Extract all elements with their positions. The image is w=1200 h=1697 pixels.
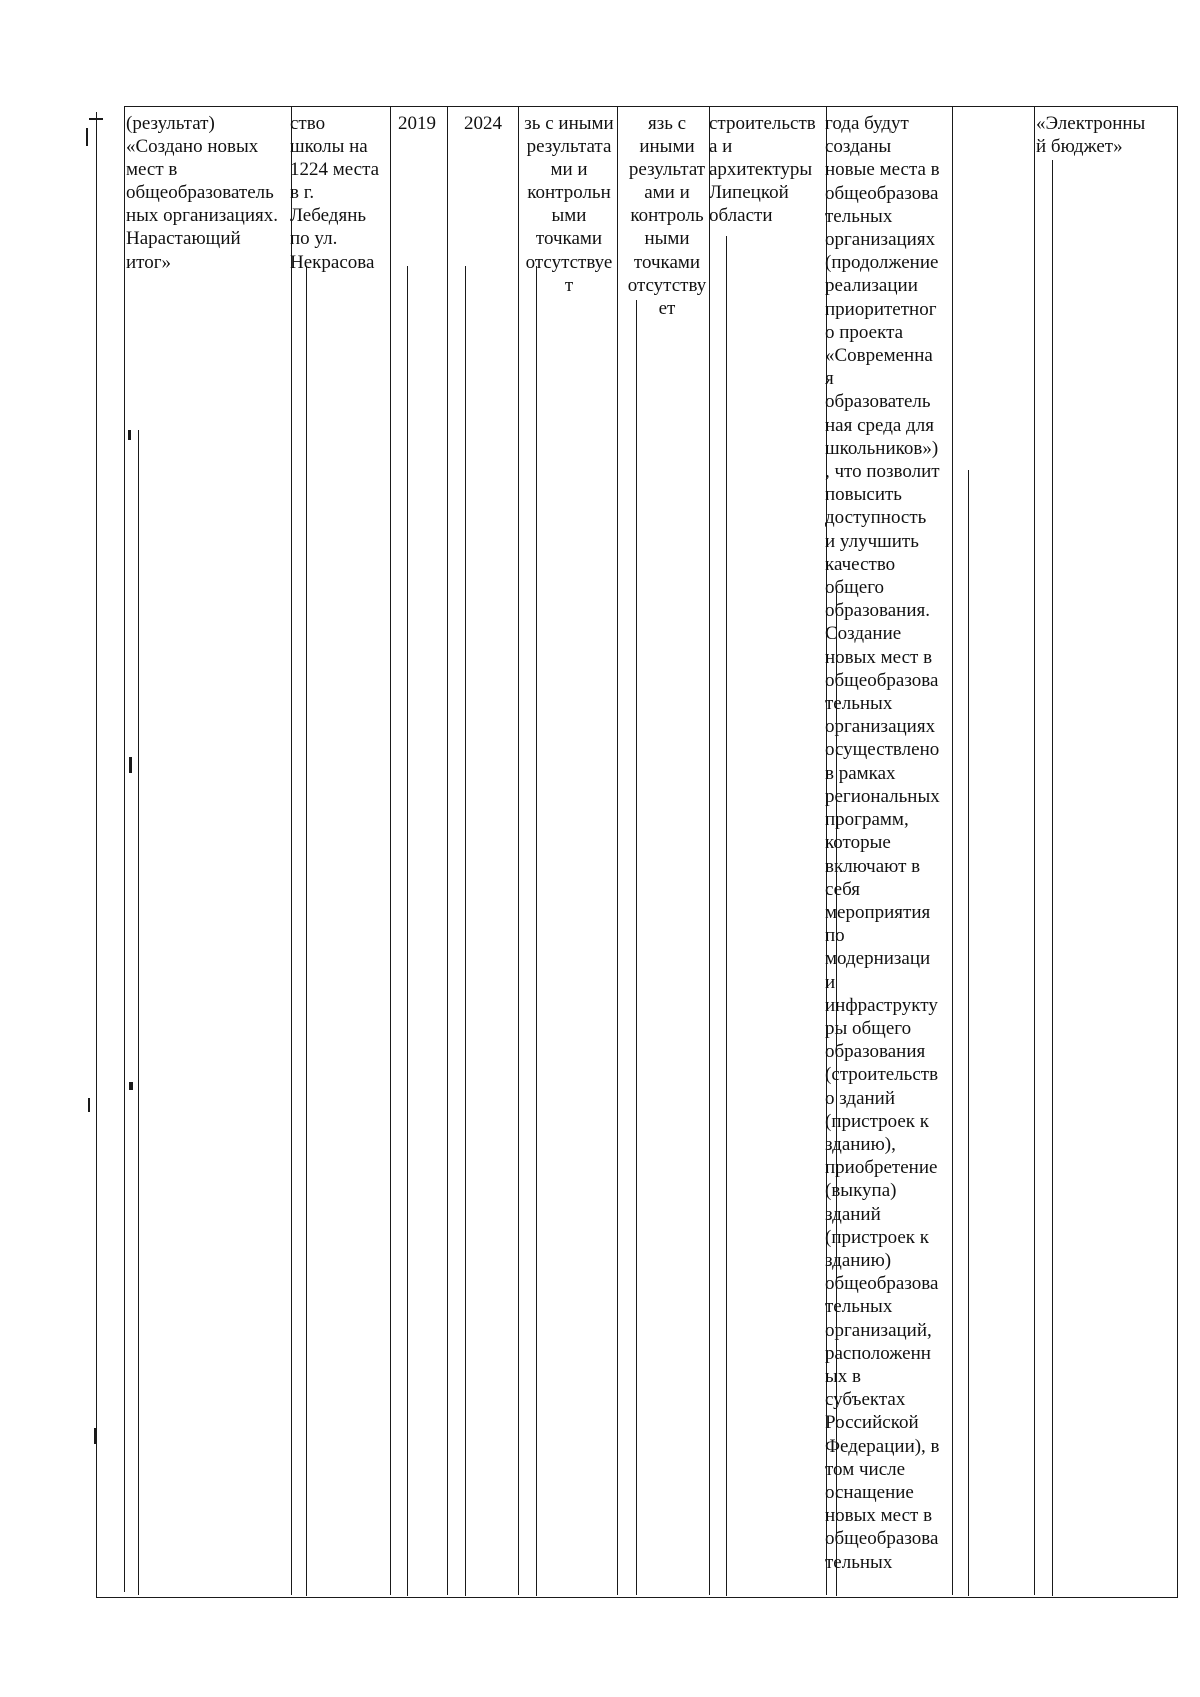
cell-end-year: 2024 [464,113,502,134]
scan-mark [129,1082,133,1090]
column-separator-3b [465,266,466,1596]
column-separator-4 [518,107,519,1595]
cell-link-control-points: язь с иными результат ами и контроль ными точками отсутству ет [627,113,707,319]
column-separator-2 [390,107,391,1595]
table-left-border-inner [138,430,139,1595]
column-separator-6 [709,107,710,1595]
table-left-border [124,107,125,1592]
column-separator-9 [1034,107,1035,1595]
column-separator-8b [968,470,969,1596]
scan-mark [89,118,103,120]
cell-start-year: 2019 [398,113,436,134]
column-separator-1 [291,107,292,1595]
cell-information-system: «Электронны й бюджет» [1036,113,1146,158]
column-separator-5 [617,107,618,1595]
scan-mark [129,757,132,773]
table-left-border-outer [96,112,97,1598]
scan-mark [128,430,131,440]
cell-description: года будут созданы новые места в общеобразова тельных организациях (продолжение реализации приоритетног о проекта «Современна я образователь ная среда для школьников») , что позволит повысить доступность и улучшить качество общего образования. Создание новых мест в общеобразова тельных организациях осуществлено в рамках региональных программ, которые включают в себя мероприятия по модернизаци и инфраструкту ры общего образования (строительств о зданий (пристроек к зданию), приобретение (выкупа) зданий (пристроек к зданию) общеобразова тельных организаций, расположенн ых в субъектах Российской Федерации), в том числе оснащение новых мест в общеобразова тельных [825,113,940,1573]
scan-mark [94,1428,96,1444]
column-separator-3 [447,107,448,1595]
cell-link-results: зь с иными результата ми и контрольн ыми точками отсутствуе т [524,113,614,296]
column-separator-5b [636,300,637,1595]
table-bottom-border [96,1597,1178,1598]
cell-object: ство школы на 1224 места в г. Лебедянь по ул. Некрасова [290,113,380,273]
column-separator-9b [1052,160,1053,1596]
scan-mark [86,128,88,146]
column-separator-4b [536,266,537,1596]
column-separator-1b [306,266,307,1596]
scan-mark [88,1098,90,1112]
column-separator-2b [407,266,408,1596]
cell-result-name: (результат) «Создано новых мест в общеобразователь ных организациях. Нарастающий итог» [126,113,279,273]
table-top-border [124,106,1178,107]
table-right-border [1177,107,1178,1597]
column-separator-6b [726,236,727,1596]
cell-responsible: строительств а и архитектуры Липецкой области [709,113,816,227]
